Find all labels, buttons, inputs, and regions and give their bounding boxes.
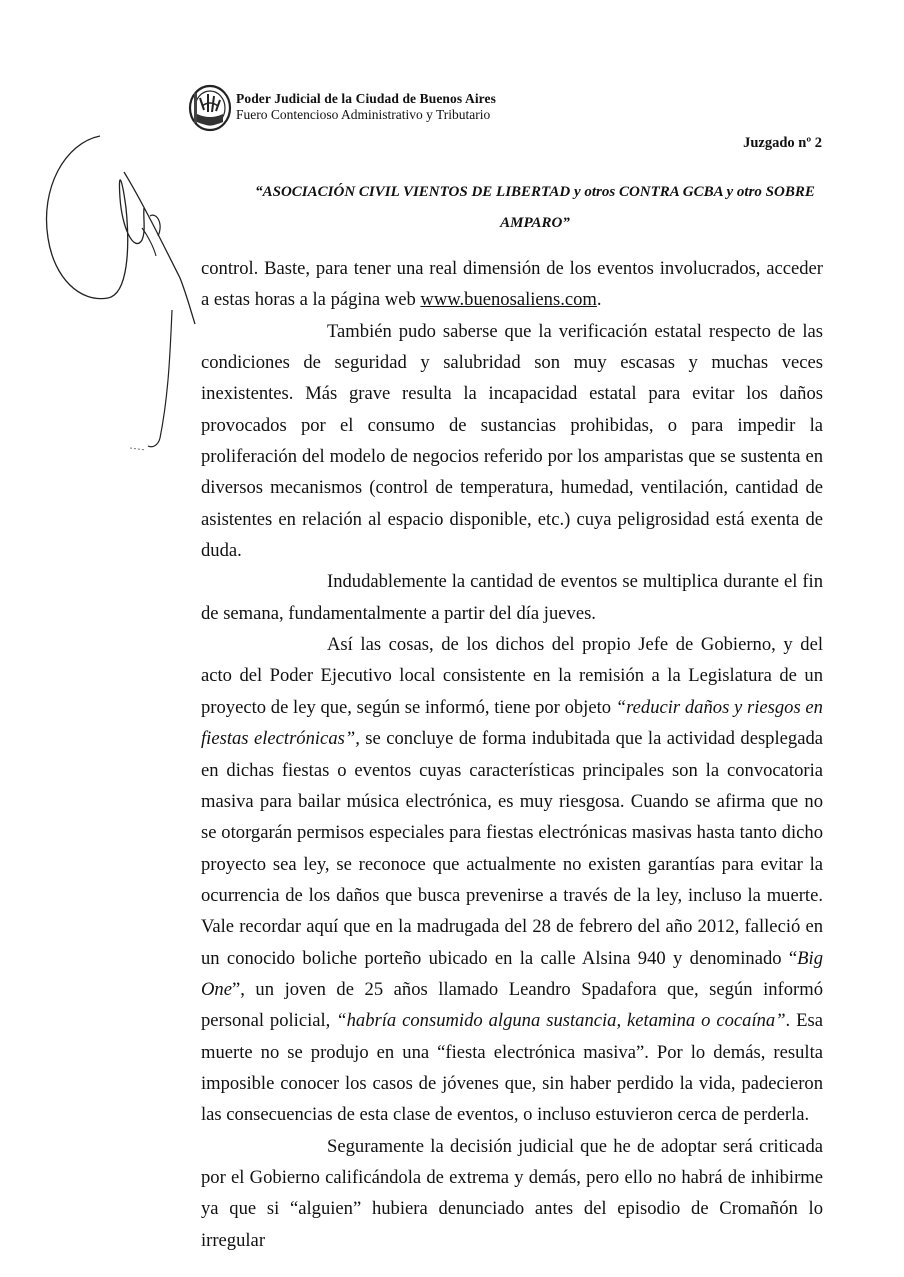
document-body: [201, 253, 823, 1256]
paragraph-3: Indudablemente la cantidad de eventos se multiplica durante el fin de semana, fundamentalmente a partir del día jueves.: [201, 571, 823, 624]
venue-name: Big One: [201, 947, 823, 1000]
paragraph-4-text-c: ”, un joven de 25 años llamado Leandro Spadafora que, según informó personal policial,: [201, 978, 823, 1032]
paragraph-1-text: control. Baste, para tener una real dimensión de los eventos involucrados, acceder a estas horas a la página web: [201, 258, 823, 311]
court-subtitle: Fuero Contencioso Administrativo y Tributario: [236, 107, 491, 122]
court-name: Poder Judicial de la Ciudad de Buenos Aires: [236, 91, 496, 106]
paragraph-5: Seguramente la decisión judicial que he de adoptar será criticada por el Gobierno calificándola de extrema y demás, pero ello no habrá de inhibirme ya que si “alguien” hubiera denunciado antes del episodio de Cromañón lo irregular: [201, 1135, 823, 1251]
city-seal-icon: [188, 84, 232, 132]
paragraph-4-text-b: se concluye de forma indubitada que la actividad desplegada en dichas fiestas o eventos cuyas características principales son la convocatoria masiva para bailar música electrónica, es muy riesgosa. Cuando se afirma que no se otorgarán permisos especiales para fiestas electrónicas masivas hasta tanto dicho proyecto sea ley, se reconoce que actualmente no existen garantías para evitar la ocurrencia de los daños que busca prevenirse a través de la ley, incluso la muerte. Vale recordar aquí que en la madrugada del 28 de febrero del año 2012, falleció en un conocido boliche porteño ubicado en la calle Alsina 940 y denominado “: [201, 728, 823, 969]
paragraph-4-quote-1: “reducir daños y riesgos en fiestas electrónicas”,: [201, 696, 823, 750]
court-number: Juzgado nº 2: [743, 135, 822, 151]
paragraph-4: [201, 629, 823, 1131]
paragraph-4-quote-2: “habría consumido alguna sustancia, ketamina o cocaína”: [336, 1010, 786, 1032]
paragraph-2: También pudo saberse que la verificación estatal respecto de las condiciones de seguridad y salubridad son muy escasas y muchas veces inexistentes. Más grave resulta la incapacidad estatal para evitar los daños provocados por el consumo de sustancias prohibidas, o para impedir la proliferación del modelo de negocios referido por los amparistas que se sustenta en diversos mecanismos (control de temperatura, humedad, ventilación, cantidad de asistentes en relación al espacio disponible, etc.) cuya peligrosidad está exenta de duda.: [201, 320, 823, 562]
paragraph-4-text-a: Así las cosas, de los dichos del propio Jefe de Gobierno, y del acto del Poder Ejecutivo local consistente en la remisión a la Legislatura de un proyecto de ley que, según se informó, tiene por objeto: [201, 634, 823, 718]
paragraph-1: [201, 253, 823, 316]
website-link[interactable]: www.buenosaliens.com: [420, 289, 597, 311]
case-caption: [215, 177, 855, 239]
paragraph-1-end: .: [596, 289, 602, 311]
letterhead: [236, 91, 496, 123]
paragraph-4-text-d: . Esa muerte no se produjo en una “fiesta electrónica masiva”. Por lo demás, resulta imposible conocer los casos de jóvenes que, sin haber perdido la vida, padecieron las consecuencias de esta clase de eventos, o incluso estuvieron cerca de perderla.: [201, 1010, 823, 1126]
case-caption-line-2: AMPARO”: [500, 215, 570, 231]
case-caption-line-1: “ASOCIACIÓN CIVIL VIENTOS DE LIBERTAD y otros CONTRA GCBA y otro SOBRE: [255, 184, 815, 200]
handwritten-signature-icon: [30, 128, 210, 468]
